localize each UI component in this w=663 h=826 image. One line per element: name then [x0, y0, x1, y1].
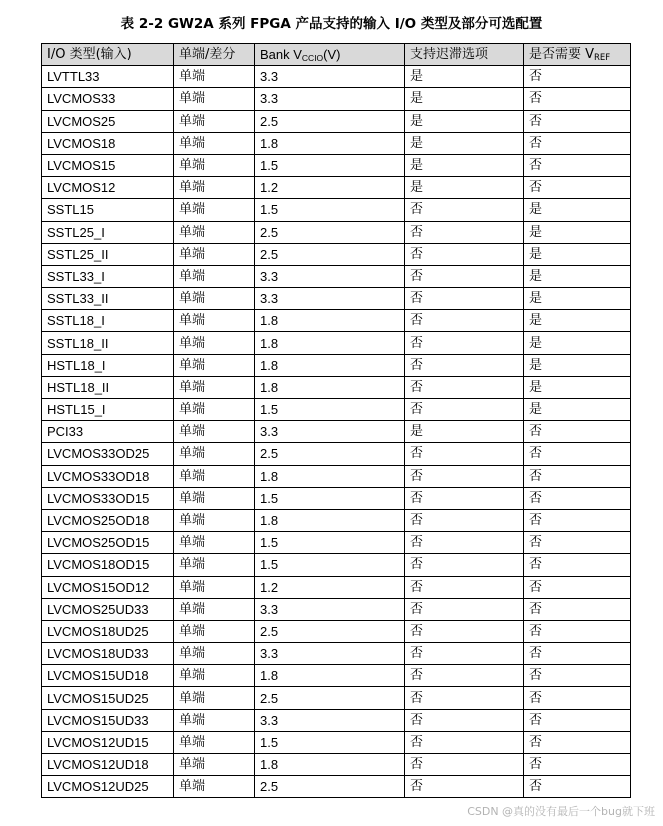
cell-hysteresis: 否 — [405, 310, 524, 332]
cell-vref: 是 — [524, 265, 631, 287]
cell-vref: 否 — [524, 532, 631, 554]
cell-hysteresis: 否 — [405, 598, 524, 620]
cell-io-type: HSTL18_II — [42, 376, 174, 398]
header-bank-suffix: (V) — [323, 47, 341, 63]
cell-bank-vccio: 1.8 — [255, 665, 405, 687]
cell-ended: 单端 — [174, 110, 255, 132]
table-row — [42, 532, 631, 554]
table-row — [42, 354, 631, 376]
cell-io-type: LVCMOS33OD18 — [42, 465, 174, 487]
cell-vref: 否 — [524, 177, 631, 199]
cell-io-type: SSTL33_II — [42, 288, 174, 310]
cell-vref: 否 — [524, 754, 631, 776]
cell-ended: 单端 — [174, 288, 255, 310]
table-row — [42, 554, 631, 576]
cell-vref: 否 — [524, 132, 631, 154]
cell-hysteresis: 否 — [405, 643, 524, 665]
table-row — [42, 132, 631, 154]
table-row — [42, 265, 631, 287]
table-caption: 表 2-2 GW2A 系列 FPGA 产品支持的输入 I/O 类型及部分可选配置 — [120, 16, 543, 32]
cell-vref: 是 — [524, 310, 631, 332]
cell-ended: 单端 — [174, 354, 255, 376]
cell-bank-vccio: 1.2 — [255, 576, 405, 598]
table-row — [42, 399, 631, 421]
cell-vref: 否 — [524, 110, 631, 132]
table-row — [42, 443, 631, 465]
cell-vref: 否 — [524, 554, 631, 576]
cell-ended: 单端 — [174, 754, 255, 776]
cell-ended: 单端 — [174, 731, 255, 753]
cell-bank-vccio: 1.5 — [255, 399, 405, 421]
cell-bank-vccio: 1.8 — [255, 310, 405, 332]
header-vref — [524, 44, 631, 66]
cell-io-type: SSTL33_I — [42, 265, 174, 287]
cell-vref: 否 — [524, 154, 631, 176]
cell-io-type: LVCMOS25OD15 — [42, 532, 174, 554]
cell-bank-vccio: 1.5 — [255, 154, 405, 176]
cell-bank-vccio: 2.5 — [255, 243, 405, 265]
cell-bank-vccio: 1.8 — [255, 465, 405, 487]
table-row — [42, 487, 631, 509]
cell-io-type: LVCMOS18OD15 — [42, 554, 174, 576]
table-row — [42, 243, 631, 265]
cell-bank-vccio: 3.3 — [255, 643, 405, 665]
cell-ended: 单端 — [174, 421, 255, 443]
cell-ended: 单端 — [174, 620, 255, 642]
cell-io-type: LVCMOS15UD18 — [42, 665, 174, 687]
table-row — [42, 221, 631, 243]
cell-ended: 单端 — [174, 177, 255, 199]
cell-vref: 否 — [524, 643, 631, 665]
table-row — [42, 465, 631, 487]
cell-hysteresis: 否 — [405, 731, 524, 753]
cell-vref: 否 — [524, 487, 631, 509]
cell-bank-vccio: 1.8 — [255, 332, 405, 354]
cell-io-type: HSTL18_I — [42, 354, 174, 376]
cell-io-type: LVCMOS15OD12 — [42, 576, 174, 598]
cell-hysteresis: 否 — [405, 465, 524, 487]
cell-hysteresis: 否 — [405, 576, 524, 598]
header-bank-prefix: Bank V — [260, 47, 302, 63]
cell-bank-vccio: 1.8 — [255, 754, 405, 776]
cell-io-type: LVCMOS33OD25 — [42, 443, 174, 465]
cell-io-type: SSTL25_I — [42, 221, 174, 243]
table-row — [42, 687, 631, 709]
cell-bank-vccio: 3.3 — [255, 421, 405, 443]
cell-hysteresis: 是 — [405, 66, 524, 88]
cell-hysteresis: 否 — [405, 332, 524, 354]
cell-hysteresis: 否 — [405, 243, 524, 265]
table-row — [42, 310, 631, 332]
cell-vref: 否 — [524, 66, 631, 88]
header-bank-sub: CCIO — [301, 53, 324, 64]
cell-io-type: SSTL25_II — [42, 243, 174, 265]
cell-ended: 单端 — [174, 66, 255, 88]
table-row — [42, 66, 631, 88]
cell-bank-vccio: 3.3 — [255, 66, 405, 88]
cell-bank-vccio: 1.5 — [255, 199, 405, 221]
cell-io-type: LVCMOS15UD25 — [42, 687, 174, 709]
cell-io-type: LVCMOS25OD18 — [42, 509, 174, 531]
cell-vref: 是 — [524, 399, 631, 421]
cell-vref: 否 — [524, 465, 631, 487]
cell-hysteresis: 否 — [405, 776, 524, 798]
cell-ended: 单端 — [174, 598, 255, 620]
cell-hysteresis: 是 — [405, 154, 524, 176]
cell-vref: 是 — [524, 243, 631, 265]
cell-bank-vccio: 3.3 — [255, 598, 405, 620]
cell-ended: 单端 — [174, 509, 255, 531]
cell-bank-vccio: 2.5 — [255, 776, 405, 798]
header-vref-sub: REF — [594, 53, 611, 64]
cell-hysteresis: 否 — [405, 288, 524, 310]
cell-vref: 是 — [524, 332, 631, 354]
cell-io-type: LVCMOS33OD15 — [42, 487, 174, 509]
cell-hysteresis: 是 — [405, 88, 524, 110]
cell-bank-vccio: 1.8 — [255, 509, 405, 531]
cell-vref: 否 — [524, 665, 631, 687]
cell-ended: 单端 — [174, 687, 255, 709]
cell-hysteresis: 否 — [405, 487, 524, 509]
cell-vref: 是 — [524, 221, 631, 243]
table-row — [42, 731, 631, 753]
cell-hysteresis: 否 — [405, 687, 524, 709]
table-row — [42, 643, 631, 665]
cell-ended: 单端 — [174, 243, 255, 265]
cell-io-type: SSTL15 — [42, 199, 174, 221]
cell-ended: 单端 — [174, 310, 255, 332]
cell-io-type: SSTL18_I — [42, 310, 174, 332]
table-row — [42, 376, 631, 398]
cell-bank-vccio: 3.3 — [255, 288, 405, 310]
header-bank-vccio — [255, 44, 405, 66]
cell-hysteresis: 否 — [405, 554, 524, 576]
cell-io-type: LVCMOS25UD33 — [42, 598, 174, 620]
cell-hysteresis: 否 — [405, 221, 524, 243]
cell-ended: 单端 — [174, 376, 255, 398]
io-type-table — [41, 43, 631, 798]
header-io-type: I/O 类型(输入) — [42, 44, 174, 66]
cell-bank-vccio: 1.2 — [255, 177, 405, 199]
cell-ended: 单端 — [174, 132, 255, 154]
cell-bank-vccio: 2.5 — [255, 620, 405, 642]
cell-vref: 否 — [524, 709, 631, 731]
cell-io-type: HSTL15_I — [42, 399, 174, 421]
cell-ended: 单端 — [174, 532, 255, 554]
cell-ended: 单端 — [174, 576, 255, 598]
cell-io-type: LVCMOS12UD18 — [42, 754, 174, 776]
table-row — [42, 509, 631, 531]
cell-io-type: LVCMOS25 — [42, 110, 174, 132]
table-row — [42, 620, 631, 642]
cell-bank-vccio: 2.5 — [255, 221, 405, 243]
cell-ended: 单端 — [174, 265, 255, 287]
cell-ended: 单端 — [174, 465, 255, 487]
table-row — [42, 177, 631, 199]
cell-ended: 单端 — [174, 221, 255, 243]
table-row — [42, 332, 631, 354]
table-row — [42, 665, 631, 687]
cell-hysteresis: 否 — [405, 509, 524, 531]
cell-hysteresis: 否 — [405, 532, 524, 554]
cell-ended: 单端 — [174, 443, 255, 465]
table-header-row — [42, 44, 631, 66]
cell-hysteresis: 是 — [405, 421, 524, 443]
cell-vref: 否 — [524, 576, 631, 598]
cell-hysteresis: 是 — [405, 177, 524, 199]
cell-vref: 否 — [524, 776, 631, 798]
cell-io-type: LVCMOS15 — [42, 154, 174, 176]
cell-bank-vccio: 3.3 — [255, 265, 405, 287]
table-body — [42, 66, 631, 798]
table-row — [42, 576, 631, 598]
cell-bank-vccio: 1.8 — [255, 376, 405, 398]
table-row — [42, 421, 631, 443]
cell-vref: 是 — [524, 199, 631, 221]
cell-ended: 单端 — [174, 199, 255, 221]
cell-bank-vccio: 1.8 — [255, 132, 405, 154]
cell-vref: 否 — [524, 421, 631, 443]
cell-hysteresis: 否 — [405, 199, 524, 221]
cell-io-type: SSTL18_II — [42, 332, 174, 354]
cell-ended: 单端 — [174, 665, 255, 687]
cell-vref: 否 — [524, 731, 631, 753]
cell-vref: 是 — [524, 354, 631, 376]
cell-hysteresis: 否 — [405, 376, 524, 398]
cell-ended: 单端 — [174, 88, 255, 110]
header-hysteresis: 支持迟滞选项 — [405, 44, 524, 66]
table-row — [42, 598, 631, 620]
cell-bank-vccio: 2.5 — [255, 110, 405, 132]
table-row — [42, 288, 631, 310]
cell-bank-vccio: 1.5 — [255, 731, 405, 753]
cell-vref: 否 — [524, 509, 631, 531]
cell-vref: 否 — [524, 598, 631, 620]
header-vref-prefix: 是否需要 V — [529, 47, 595, 63]
cell-bank-vccio: 1.8 — [255, 354, 405, 376]
header-ended: 单端/差分 — [174, 44, 255, 66]
table-row — [42, 754, 631, 776]
cell-ended: 单端 — [174, 399, 255, 421]
cell-io-type: LVCMOS12 — [42, 177, 174, 199]
cell-hysteresis: 是 — [405, 110, 524, 132]
cell-bank-vccio: 1.5 — [255, 532, 405, 554]
cell-ended: 单端 — [174, 643, 255, 665]
cell-vref: 否 — [524, 88, 631, 110]
table-row — [42, 110, 631, 132]
cell-io-type: LVCMOS33 — [42, 88, 174, 110]
table-row — [42, 776, 631, 798]
cell-bank-vccio: 2.5 — [255, 687, 405, 709]
cell-io-type: LVCMOS12UD25 — [42, 776, 174, 798]
cell-io-type: LVCMOS15UD33 — [42, 709, 174, 731]
cell-ended: 单端 — [174, 154, 255, 176]
cell-bank-vccio: 3.3 — [255, 709, 405, 731]
cell-hysteresis: 否 — [405, 354, 524, 376]
cell-hysteresis: 否 — [405, 665, 524, 687]
cell-ended: 单端 — [174, 709, 255, 731]
cell-vref: 是 — [524, 376, 631, 398]
cell-io-type: LVCMOS18UD25 — [42, 620, 174, 642]
cell-vref: 否 — [524, 620, 631, 642]
cell-hysteresis: 是 — [405, 132, 524, 154]
cell-hysteresis: 否 — [405, 754, 524, 776]
cell-vref: 否 — [524, 443, 631, 465]
cell-hysteresis: 否 — [405, 443, 524, 465]
table-row — [42, 199, 631, 221]
csdn-watermark: CSDN @真的没有最后一个bug就下班 — [467, 805, 655, 818]
cell-io-type: LVCMOS18UD33 — [42, 643, 174, 665]
cell-vref: 否 — [524, 687, 631, 709]
cell-ended: 单端 — [174, 554, 255, 576]
cell-vref: 是 — [524, 288, 631, 310]
cell-ended: 单端 — [174, 776, 255, 798]
cell-bank-vccio: 1.5 — [255, 487, 405, 509]
cell-io-type: LVCMOS12UD15 — [42, 731, 174, 753]
cell-ended: 单端 — [174, 332, 255, 354]
cell-io-type: LVTTL33 — [42, 66, 174, 88]
table-row — [42, 154, 631, 176]
cell-hysteresis: 否 — [405, 709, 524, 731]
table-row — [42, 709, 631, 731]
cell-bank-vccio: 2.5 — [255, 443, 405, 465]
table-row — [42, 88, 631, 110]
cell-ended: 单端 — [174, 487, 255, 509]
cell-bank-vccio: 3.3 — [255, 88, 405, 110]
cell-hysteresis: 否 — [405, 399, 524, 421]
cell-io-type: PCI33 — [42, 421, 174, 443]
cell-bank-vccio: 1.5 — [255, 554, 405, 576]
cell-hysteresis: 否 — [405, 265, 524, 287]
cell-hysteresis: 否 — [405, 620, 524, 642]
cell-io-type: LVCMOS18 — [42, 132, 174, 154]
